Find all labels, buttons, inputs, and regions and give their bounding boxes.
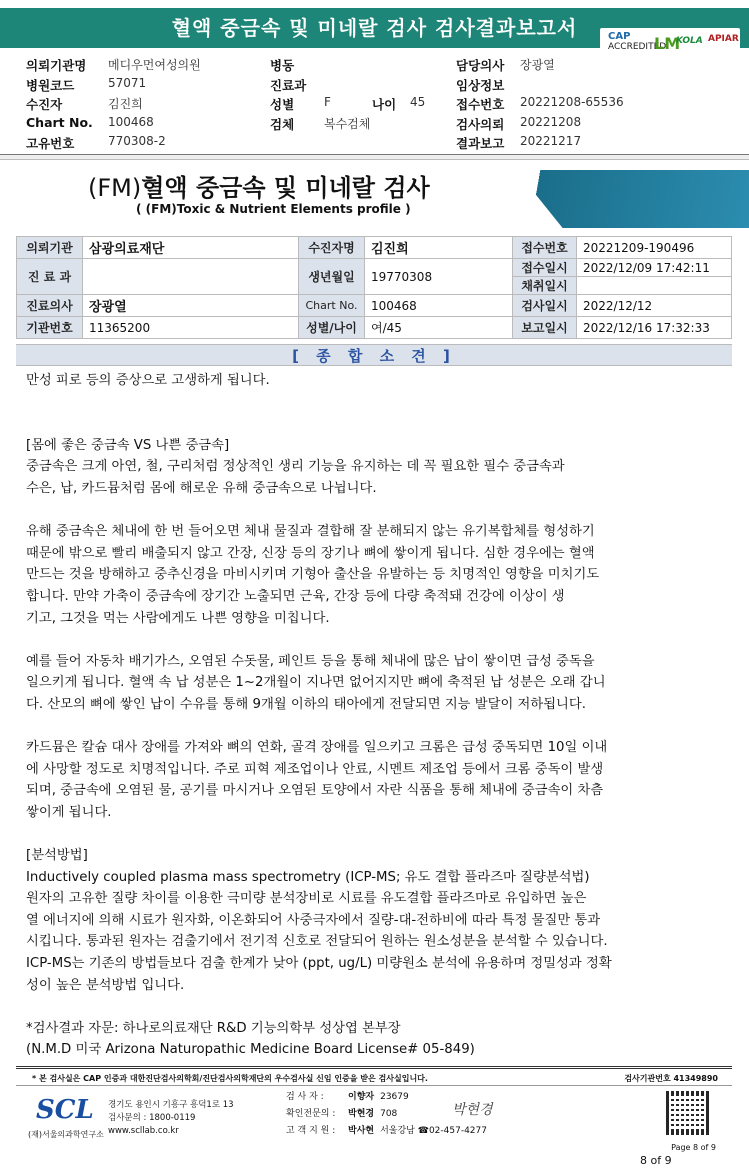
info-value: 2022/12/16 17:32:33 [577,317,732,339]
staff-name: 이향자 [348,1092,375,1102]
report-header [0,52,749,152]
hdr-label: 임상정보 [456,78,505,93]
hdr-value: 20221217 [520,134,582,148]
body-line: [분석방법] [26,848,88,864]
staff-label: 검 사 자 : [286,1092,324,1102]
staff-extra: 708 [380,1109,398,1119]
hdr-value: 57071 [108,76,147,90]
table-row [17,237,732,259]
qr-code-icon [666,1091,710,1135]
hdr-label: 고유번호 [26,136,75,151]
hdr-value: 메디우먼여성의원 [108,58,201,72]
section-separator [0,154,749,160]
body-line: 만드는 것을 방해하고 중추신경을 마비시키며 기형아 출산을 유발하는 등 치명적인 영향을 미치기도 [26,567,600,583]
lab-license-number: 검사기관번호 41349890 [624,1074,718,1083]
body-line: 성이 높은 분석방법 입니다. [26,977,185,993]
scl-logo-subtitle: (재)서울의과학연구소 [28,1130,104,1139]
cap-logo-text: CAP [608,31,631,42]
hdr-value: 장광열 [520,58,555,72]
hdr-value: 45 [410,95,426,109]
info-key: 수진자명 [299,237,365,259]
info-key: 진료의사 [17,295,83,317]
body-line: 다. 산모의 뼈에 쌓인 납이 수유를 통해 9개월 이하의 태아에게 전달되면 지능 발달이 저하됩니다. [26,696,586,712]
table-row [17,295,732,317]
body-line [26,413,726,435]
signature: 박현경 [452,1102,493,1118]
staff-name: 박사현 [348,1126,375,1136]
hdr-label: 병원코드 [26,78,75,93]
address-line: 경기도 용인시 기흥구 흥덕1로 13 [108,1100,234,1110]
lab-address [108,1099,234,1138]
summary-body [26,370,726,1061]
info-key: Chart No. [299,295,365,317]
cap-logo-sub: ACCREDITED [608,42,667,52]
website-line: www.scllab.co.kr [108,1126,179,1136]
footer [16,1066,732,1158]
accreditation-banner [516,170,749,228]
body-line: [몸에 좋은 중금속 VS 나쁜 중금속] [26,437,230,453]
body-line: 예를 들어 자동차 배기가스, 오염된 수돗물, 페인트 등을 통해 체내에 많은 납이 쌓이면 급성 중독을 [26,653,595,669]
info-key: 진 료 과 [17,259,83,295]
hdr-label: 진료과 [270,78,307,93]
staff-extra: 서울강남 ☎02-457-4277 [380,1126,487,1136]
accreditation-note: * 본 검사실은 CAP 인증과 대한진단검사의학회/진단검사의학재단의 우수검사실 신임 인증을 받은 검사실입니다. [32,1074,428,1083]
info-key: 접수번호 [513,237,577,259]
info-key: 접수일시 [513,259,577,277]
body-line: 에 사망할 정도로 치명적입니다. 주로 피혁 제조업이나 안료, 시멘트 제조업 등에서 크롬 중독이 발생 [26,761,604,777]
body-line [26,392,726,414]
body-line: 만성 피로 등의 증상으로 고생하게 됩니다. [26,373,270,388]
hdr-value: 20221208-65536 [520,95,624,109]
hdr-value: 20221208 [520,115,582,129]
fm-subtitle: ( (FM)Toxic & Nutrient Elements profile ) [136,202,411,216]
body-line: 원자의 고유한 질량 차이를 이용한 극미량 분석장비로 시료를 유도결합 플라즈마로 유입하면 높은 [26,891,587,907]
hdr-value: 100468 [108,115,154,129]
apiar-logo: APIAR [708,34,739,44]
report-title-bar: 혈액 중금속 및 미네랄 검사 검사결과보고서 [0,8,749,48]
info-value: 100468 [365,295,513,317]
lm-logo: LM [654,34,681,53]
body-line: Inductively coupled plasma mass spectrometry (ICP-MS; 유도 결합 플라즈마 질량분석법) [26,869,590,885]
hdr-label: 의뢰기관명 [26,58,87,73]
staff-row [286,1123,487,1140]
body-line: 시킵니다. 통과된 원자는 검출기에서 전기적 신호로 전달되어 원하는 원소성분을 분석할 수 있습니다. [26,934,608,950]
body-line [26,823,726,845]
body-line: 중금속은 크게 아연, 철, 구리처럼 정상적인 생리 기능을 유지하는 데 꼭 필요한 필수 중금속과 [26,459,565,475]
info-value: 여/45 [365,317,513,339]
info-value: 김진희 [365,237,513,259]
hdr-label: 담당의사 [456,58,505,73]
info-value: 11365200 [83,317,299,339]
body-line: 쌓이게 됩니다. [26,804,112,820]
body-line: (N.M.D 미국 Arizona Naturopathic Medicine Board License# 05-849) [26,1042,475,1058]
staff-name: 박현경 [348,1109,375,1119]
body-line [26,996,726,1018]
info-value: 2022/12/12 [577,295,732,317]
body-line: 일으키게 됩니다. 혈액 속 납 성분은 1~2개월이 지나면 없어지지만 뼈에 축적된 납 성분은 오래 갑니 [26,675,606,691]
hdr-label: 검체 [270,117,295,132]
info-key: 채취일시 [513,277,577,295]
info-value: 2022/12/09 17:42:11 [577,259,732,277]
hdr-label: 접수번호 [456,97,505,112]
hdr-label: 결과보고 [456,136,505,151]
info-value: 장광열 [83,295,299,317]
hdr-value: 770308-2 [108,134,166,148]
fm-header [0,162,749,228]
body-line: 되며, 중금속에 오염된 물, 공기를 마시거나 오염된 토양에서 자란 식품을 통해 체내에 중금속이 차츰 [26,783,604,799]
staff-extra: 23679 [380,1092,409,1102]
hdr-label: 검사의뢰 [456,117,505,132]
hdr-label: Chart No. [26,115,93,130]
body-line: 때문에 밖으로 빨리 배출되지 않고 간장, 신장 등의 장기나 뼈에 쌓이게 됩니다. 심한 경우에는 혈액 [26,545,595,561]
info-value: 20221209-190496 [577,237,732,259]
info-key: 의뢰기관 [17,237,83,259]
hdr-label: 병동 [270,58,295,73]
body-line [26,629,726,651]
page-number-inner: Page 8 of 9 [671,1143,716,1152]
body-line: *검사결과 자문: 하나로의료재단 R&D 기능의학부 성상엽 본부장 [26,1020,401,1036]
hdr-value: F [324,95,331,109]
body-line: 기고, 그것을 먹는 사람에게도 나쁜 영향을 미칩니다. [26,610,330,626]
body-line [26,500,726,522]
patient-info-table [16,236,732,339]
hdr-value: 김진희 [108,97,143,111]
hdr-label: 수진자 [26,97,63,112]
table-row [17,317,732,339]
body-line: 합니다. 만약 가축이 중금속에 장기간 노출되면 근육, 간장 등에 다량 축적돼 건강에 이상이 생 [26,588,565,604]
table-row [17,259,732,277]
fm-title [88,168,430,203]
info-key: 성별/나이 [299,317,365,339]
info-value: 19770308 [365,259,513,295]
summary-heading: [ 종 합 소 견 ] [16,344,732,366]
body-line [26,716,726,738]
kola-logo: KOLA [676,36,703,46]
info-key: 검사일시 [513,295,577,317]
fm-title-prefix: (FM) [88,174,142,202]
body-line: 수은, 납, 카드뮴처럼 몸에 해로운 유해 중금속으로 나뉩니다. [26,480,377,496]
body-line: 유해 중금속은 체내에 한 번 들어오면 체내 물질과 결합해 잘 분해되지 않는 유기복합체를 형성하기 [26,524,595,540]
footer-divider [16,1085,732,1086]
hdr-label: 성별 [270,97,295,112]
info-key: 생년월일 [299,259,365,295]
scl-logo: SCL [36,1095,94,1125]
info-value [83,259,299,295]
info-key: 기관번호 [17,317,83,339]
info-key: 보고일시 [513,317,577,339]
contact-line: 검사문의 : 1800-0119 [108,1113,196,1123]
staff-label: 고 객 지 원 : [286,1126,336,1136]
hdr-value: 복수검체 [324,117,371,131]
page-number-outer: 8 of 9 [640,1154,672,1167]
body-line: 열 에너지에 의해 시료가 원자화, 이온화되어 사중극자에서 질량-대-전하비에 따라 특정 물질만 통과 [26,912,601,928]
body-line: ICP-MS는 기존의 방법들보다 검출 한계가 낮아 (ppt, ug/L) 미량원소 분석에 유용하며 정밀성과 정확 [26,956,612,972]
body-line: 카드뮴은 칼슘 대사 장애를 가져와 뼈의 연화, 골격 장애를 일으키고 크롬은 급성 중독되면 10일 이내 [26,740,608,756]
info-value [577,277,732,295]
staff-label: 확인전문의 : [286,1109,336,1119]
hdr-label: 나이 [372,97,397,112]
info-value: 삼광의료재단 [83,237,299,259]
fm-title-main: 혈액 중금속 및 미네랄 검사 [141,174,430,202]
